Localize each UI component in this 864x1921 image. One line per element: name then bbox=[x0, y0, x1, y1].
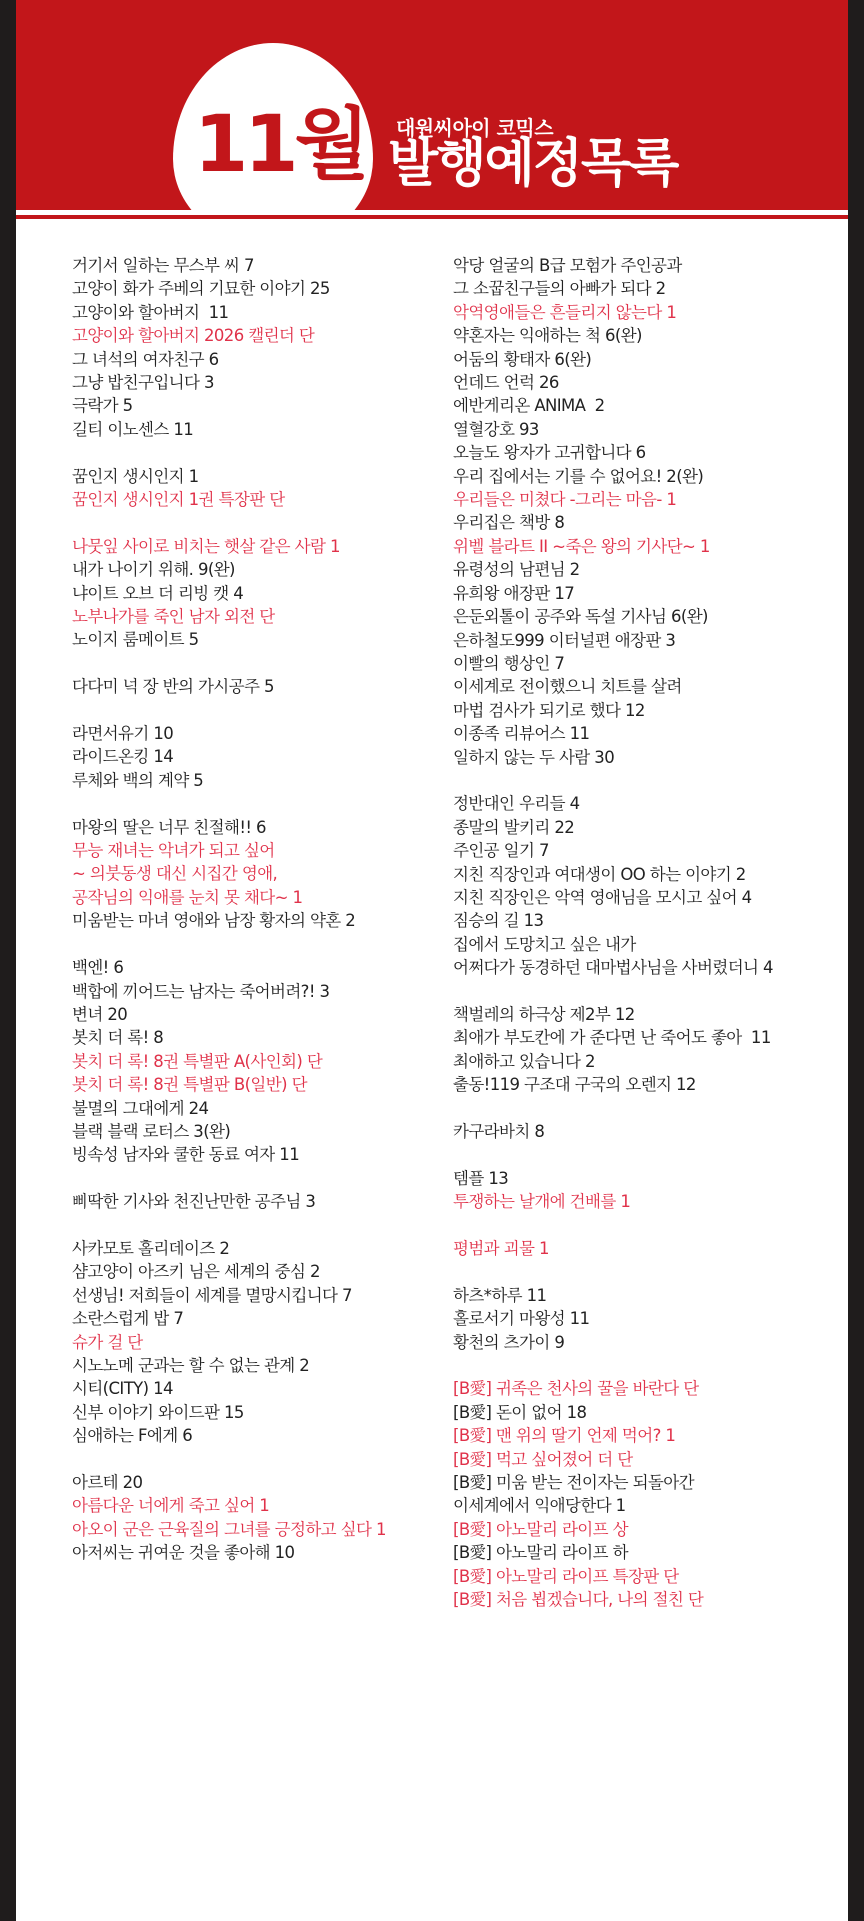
list-spacer bbox=[453, 1354, 843, 1377]
list-item: 황천의 츠가이 9 bbox=[453, 1332, 565, 1352]
list-item: 냐이트 오브 더 리빙 캣 4 bbox=[72, 583, 244, 603]
list-item: 어쩌다가 동경하던 대마법사님을 사버렸더니 4 bbox=[453, 958, 773, 978]
list-spacer bbox=[453, 769, 843, 792]
list-item: 출동!119 구조대 구국의 오렌지 12 bbox=[453, 1075, 696, 1095]
list-item-highlighted: 악역영애들은 흔들리지 않는다 1 bbox=[453, 302, 677, 322]
list-spacer bbox=[72, 792, 442, 815]
left-title-list bbox=[72, 254, 442, 1565]
list-item: 아저씨는 귀여운 것을 좋아해 10 bbox=[72, 1543, 295, 1563]
list-item: 신부 이야기 와이드판 15 bbox=[72, 1402, 244, 1422]
list-item: 마왕의 딸은 너무 친절해!! 6 bbox=[72, 817, 266, 837]
list-item: 은둔외톨이 공주와 독설 기사님 6(완) bbox=[453, 607, 708, 627]
list-item: 유희왕 애장판 17 bbox=[453, 583, 575, 603]
release-list-page bbox=[16, 0, 848, 1921]
list-item: 정반대인 우리들 4 bbox=[453, 794, 580, 814]
list-item: [B愛] 미움 받는 전이자는 되돌아간 bbox=[453, 1473, 694, 1493]
list-item: 이빨의 행상인 7 bbox=[453, 653, 565, 673]
list-item: 백합에 끼어드는 남자는 죽어버려?! 3 bbox=[72, 981, 330, 1001]
list-item: 최애하고 있습니다 2 bbox=[453, 1051, 595, 1071]
list-item: 시티(CITY) 14 bbox=[72, 1379, 173, 1399]
list-item: 샴고양이 아즈키 님은 세계의 중심 2 bbox=[72, 1262, 320, 1282]
list-spacer bbox=[72, 933, 442, 956]
list-item: 어둠의 황태자 6(완) bbox=[453, 349, 592, 369]
list-item: 내가 나이기 위해. 9(완) bbox=[72, 560, 235, 580]
list-item-highlighted: 평범과 괴물 1 bbox=[453, 1238, 549, 1258]
list-item: 사카모토 홀리데이즈 2 bbox=[72, 1238, 230, 1258]
list-item-highlighted: 위벨 블라트 II ~죽은 왕의 기사단~ 1 bbox=[453, 536, 710, 556]
header-divider-red bbox=[16, 215, 848, 219]
list-item-highlighted: 아오이 군은 근육질의 그녀를 긍정하고 싶다 1 bbox=[72, 1519, 386, 1539]
list-spacer bbox=[72, 652, 442, 675]
list-item-highlighted: 꿈인지 생시인지 1권 특장판 단 bbox=[72, 490, 285, 510]
list-item: 시노노메 군과는 할 수 없는 관계 2 bbox=[72, 1355, 310, 1375]
list-item: 블랙 블랙 로터스 3(완) bbox=[72, 1121, 231, 1141]
list-item: 지친 직장인과 여대생이 OO 하는 이야기 2 bbox=[453, 864, 746, 884]
list-item: 꿈인지 생시인지 1 bbox=[72, 466, 199, 486]
list-item: 마법 검사가 되기로 했다 12 bbox=[453, 700, 645, 720]
list-spacer bbox=[72, 511, 442, 534]
list-item: 불멸의 그대에게 24 bbox=[72, 1098, 209, 1118]
list-item: 라이드온킹 14 bbox=[72, 747, 174, 767]
list-item: 우리집은 책방 8 bbox=[453, 513, 565, 533]
list-item-highlighted: [B愛] 아노말리 라이프 상 bbox=[453, 1519, 628, 1539]
list-item: 종말의 발키리 22 bbox=[453, 817, 575, 837]
list-item: 그냥 밥친구입니다 3 bbox=[72, 373, 214, 393]
list-item: 카구라바치 8 bbox=[453, 1121, 545, 1141]
list-item: 짐승의 길 13 bbox=[453, 911, 544, 931]
list-item: 책벌레의 하극상 제2부 12 bbox=[453, 1004, 635, 1024]
list-item-highlighted: 아름다운 너에게 죽고 싶어 1 bbox=[72, 1496, 270, 1516]
list-item-highlighted: 슈가 걸 단 bbox=[72, 1332, 143, 1352]
list-item-highlighted: 봇치 더 록! 8권 특별판 A(사인회) 단 bbox=[72, 1051, 323, 1071]
list-item: 언데드 언럭 26 bbox=[453, 373, 559, 393]
list-spacer bbox=[72, 1214, 442, 1237]
list-item: 하츠*하루 11 bbox=[453, 1285, 547, 1305]
list-item: 노이지 룸메이트 5 bbox=[72, 630, 199, 650]
list-item: 고양이 화가 주베의 기묘한 이야기 25 bbox=[72, 279, 330, 299]
list-item: 그 녀석의 여자친구 6 bbox=[72, 349, 219, 369]
list-item-highlighted: 노부나가를 죽인 남자 외전 단 bbox=[72, 607, 275, 627]
right-title-list bbox=[453, 254, 843, 1611]
list-item-highlighted: 봇치 더 록! 8권 특별판 B(일반) 단 bbox=[72, 1075, 307, 1095]
list-item: 그 소꿉친구들의 아빠가 되다 2 bbox=[453, 279, 666, 299]
list-item: 일하지 않는 두 사람 30 bbox=[453, 747, 615, 767]
list-item: 이세계로 전이했으니 치트를 살려 bbox=[453, 677, 682, 697]
list-item: 유령성의 남편님 2 bbox=[453, 560, 580, 580]
list-item-highlighted: [B愛] 아노말리 라이프 특장판 단 bbox=[453, 1566, 679, 1586]
list-item: 집에서 도망치고 싶은 내가 bbox=[453, 934, 636, 954]
list-item: [B愛] 아노말리 라이프 하 bbox=[453, 1543, 628, 1563]
list-item: 이세계에서 익애당한다 1 bbox=[453, 1496, 626, 1516]
list-item: 약혼자는 익애하는 척 6(완) bbox=[453, 326, 642, 346]
list-spacer bbox=[453, 1143, 843, 1166]
list-item-highlighted: ~ 의붓동생 대신 시집간 영애, bbox=[72, 864, 278, 884]
list-item-highlighted: [B愛] 귀족은 천사의 꿀을 바란다 단 bbox=[453, 1379, 699, 1399]
list-item: 봇치 더 록! 8 bbox=[72, 1028, 164, 1048]
list-item: 은하철도999 이터널편 애장판 3 bbox=[453, 630, 676, 650]
list-item: 소란스럽게 밥 7 bbox=[72, 1309, 184, 1329]
page-title: 발행예정목록 bbox=[388, 134, 678, 194]
list-item: 미움받는 마녀 영애와 남장 황자의 약혼 2 bbox=[72, 911, 356, 931]
list-item: 이종족 리뷰어스 11 bbox=[453, 724, 590, 744]
list-item-highlighted: 공작님의 익애를 눈치 못 채다~ 1 bbox=[72, 887, 303, 907]
header-banner bbox=[16, 0, 848, 210]
list-item-highlighted: 무능 재녀는 악녀가 되고 싶어 bbox=[72, 841, 275, 861]
list-item-highlighted: 우리들은 미쳤다 -그리는 마음- 1 bbox=[453, 490, 677, 510]
list-item: 오늘도 왕자가 고귀합니다 6 bbox=[453, 443, 646, 463]
list-item: 열혈강호 93 bbox=[453, 419, 539, 439]
list-item: 주인공 일기 7 bbox=[453, 841, 549, 861]
list-item: 삐딱한 기사와 천진난만한 공주님 3 bbox=[72, 1192, 316, 1212]
list-spacer bbox=[72, 1167, 442, 1190]
list-item: 다다미 넉 장 반의 가시공주 5 bbox=[72, 677, 274, 697]
list-item-highlighted: [B愛] 먹고 싶어졌어 더 단 bbox=[453, 1449, 633, 1469]
month-label: 11월 bbox=[194, 100, 366, 190]
list-spacer bbox=[72, 699, 442, 722]
list-item-highlighted: 나뭇잎 사이로 비치는 햇살 같은 사람 1 bbox=[72, 536, 340, 556]
list-item: 지친 직장인은 악역 영애님을 모시고 싶어 4 bbox=[453, 887, 752, 907]
list-spacer bbox=[453, 980, 843, 1003]
list-item: 우리 집에서는 기를 수 없어요! 2(완) bbox=[453, 466, 704, 486]
list-item: 최애가 부도칸에 가 준다면 난 죽어도 좋아 11 bbox=[453, 1028, 771, 1048]
list-item: 심애하는 F에게 6 bbox=[72, 1426, 193, 1446]
list-spacer bbox=[453, 1097, 843, 1120]
list-item: 길티 이노센스 11 bbox=[72, 419, 194, 439]
list-item: 루체와 백의 계약 5 bbox=[72, 770, 204, 790]
list-spacer bbox=[453, 1214, 843, 1237]
list-item: 에반게리온 ANIMA 2 bbox=[453, 396, 605, 416]
list-item: 고양이와 할아버지 11 bbox=[72, 302, 229, 322]
list-item: 악당 얼굴의 B급 모험가 주인공과 bbox=[453, 256, 682, 275]
list-item: 거기서 일하는 무스부 씨 7 bbox=[72, 256, 254, 275]
list-item: [B愛] 돈이 없어 18 bbox=[453, 1402, 587, 1422]
list-item: 변녀 20 bbox=[72, 1004, 128, 1024]
list-item: 템플 13 bbox=[453, 1168, 509, 1188]
list-item-highlighted: 고양이와 할아버지 2026 캘린더 단 bbox=[72, 326, 315, 346]
list-item: 빙속성 남자와 쿨한 동료 여자 11 bbox=[72, 1145, 300, 1165]
list-spacer bbox=[72, 441, 442, 464]
list-item-highlighted: [B愛] 처음 뵙겠습니다, 나의 절친 단 bbox=[453, 1590, 704, 1610]
list-item: 백엔! 6 bbox=[72, 958, 124, 978]
list-item: 선생님! 저희들이 세계를 멸망시킵니다 7 bbox=[72, 1285, 352, 1305]
list-item: 극락가 5 bbox=[72, 396, 133, 416]
list-item-highlighted: [B愛] 맨 위의 딸기 언제 먹어? 1 bbox=[453, 1426, 676, 1446]
list-item: 홀로서기 마왕성 11 bbox=[453, 1309, 590, 1329]
list-item: 라면서유기 10 bbox=[72, 724, 174, 744]
list-spacer bbox=[453, 1260, 843, 1283]
list-item: 아르테 20 bbox=[72, 1472, 143, 1492]
list-item-highlighted: 투쟁하는 날개에 건배를 1 bbox=[453, 1192, 631, 1212]
list-spacer bbox=[72, 1448, 442, 1471]
publisher-name: 대원씨아이 코믹스 bbox=[396, 116, 554, 140]
